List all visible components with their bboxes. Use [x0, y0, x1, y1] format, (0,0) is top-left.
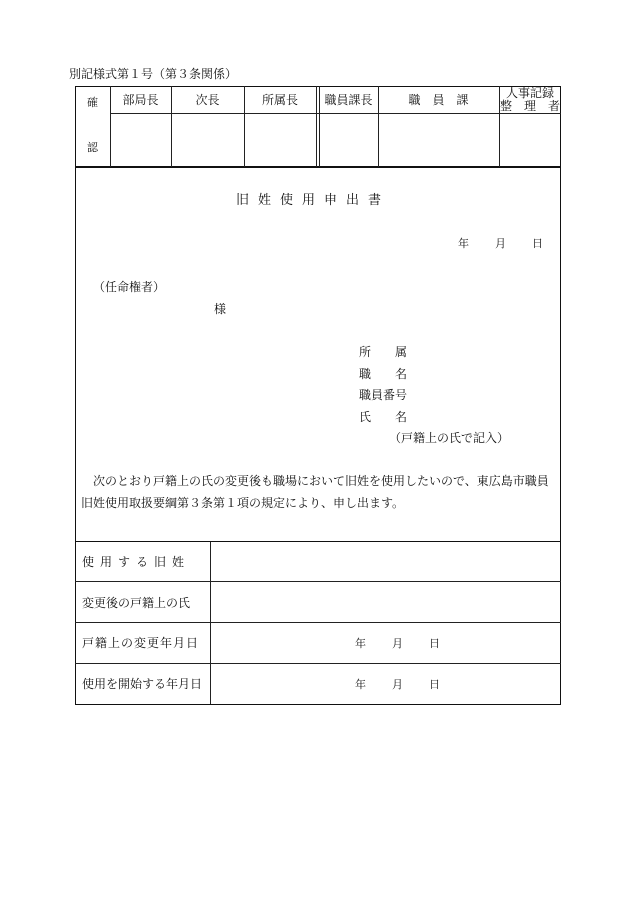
confirm-label-bottom: 認	[87, 141, 98, 154]
employee-number-label: 職員番号	[359, 388, 408, 402]
col-deputy-head: 次長	[195, 93, 220, 107]
appointing-authority-label: （任命権者）	[93, 280, 166, 294]
form-number-label: 別記様式第１号（第３条関係）	[69, 67, 238, 81]
honorific-label: 様	[214, 302, 227, 316]
col-department-head: 部局長	[122, 93, 159, 107]
change-date-year: 年	[355, 637, 366, 650]
name-label: 氏 名	[359, 410, 408, 424]
affiliation-label: 所 属	[359, 345, 408, 359]
row-new-surname-label: 変更後の戸籍上の氏	[82, 596, 191, 610]
statement-line-2: 旧姓使用取扱要綱第３条第１項の規定により、申し出ます。	[81, 496, 405, 510]
date-month: 月	[495, 237, 506, 250]
start-date-day: 日	[429, 678, 440, 691]
row-start-date-label: 使用を開始する年月日	[82, 677, 203, 691]
position-label: 職 名	[359, 367, 408, 381]
stamp-cell-department-head[interactable]	[111, 114, 170, 166]
statement-line-1: 次のとおり戸籍上の氏の変更後も職場において旧姓を使用したいので、東広島市職員	[93, 474, 549, 488]
date-day: 日	[532, 237, 543, 250]
row-new-surname-input[interactable]	[211, 583, 559, 621]
row-former-surname-label: 使用する旧姓	[82, 555, 191, 569]
col-personnel-division: 職 員 課	[408, 93, 469, 107]
stamp-cell-deputy-head[interactable]	[172, 114, 243, 166]
stamp-cell-records-keeper[interactable]	[500, 114, 560, 166]
stamp-cell-section-head[interactable]	[245, 114, 315, 166]
applicant-fields-area[interactable]	[418, 342, 554, 430]
col-section-head: 所属長	[261, 93, 298, 107]
row-former-surname-input[interactable]	[211, 543, 559, 580]
date-year: 年	[458, 237, 469, 250]
confirm-label-top: 確	[87, 96, 98, 109]
col-personnel-chief: 職員課長	[324, 93, 373, 107]
row-start-date-input[interactable]	[211, 665, 559, 703]
name-note: （戸籍上の氏で記入）	[389, 431, 510, 445]
stamp-cell-personnel-chief[interactable]	[320, 114, 377, 166]
row-change-date-input[interactable]	[211, 624, 559, 662]
col-records-keeper-2: 整 理 者	[499, 99, 560, 113]
change-date-day: 日	[429, 637, 440, 650]
row-change-date-label: 戸籍上の変更年月日	[82, 636, 200, 650]
start-date-month: 月	[392, 678, 403, 691]
stamp-cell-personnel-division[interactable]	[379, 114, 498, 166]
col-records-keeper-1: 人事記録	[505, 86, 554, 100]
change-date-month: 月	[392, 637, 403, 650]
start-date-year: 年	[355, 678, 366, 691]
document-title: 旧姓使用申出書	[236, 193, 391, 208]
